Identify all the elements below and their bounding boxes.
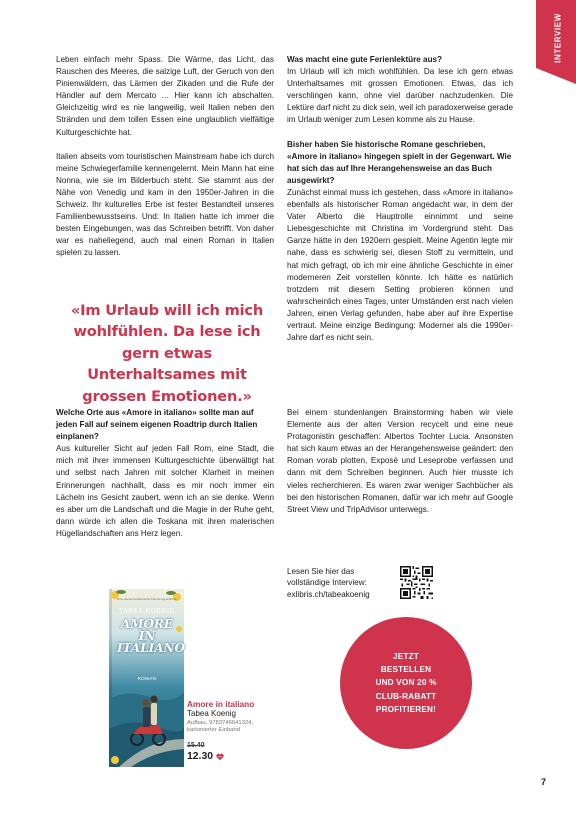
qr-code-icon[interactable] bbox=[400, 566, 433, 599]
club-price: 12.30 bbox=[187, 750, 214, 762]
left-column-bottom bbox=[56, 407, 274, 540]
book-author: Tabea Koenig bbox=[187, 709, 236, 718]
pull-quote: «Im Urlaub will ich mich wohlfühlen. Da lese ich gern etwas Unterhaltsames mit grossen Emotionen.» bbox=[70, 302, 264, 405]
interview-answer: Zunächst einmal muss ich gestehen, dass «Amore in italiano» ebenfalls als historischer Roman angedacht war, in dem der Vater Alberto die Hauptrolle einnimmt und seine Liebesgeschichte mit Christina im Vordergrund steht. Das Ganze hätte in den 1920ern gespielt. Meine Agentin legte mir nahe, dass es schwierig sei, diesen Stoff zu vermitteln, und hat mich gefragt, ob ich mir eine ähnliche Geschichte in einer moderneren Zeit vorstellen könnte. Ich hätte es natürlich trotzdem mit diesem Setting probieren können und wahrscheinlich eines Tages, unter Umständen erst nach vielen Jahren, einen Verlag gefunden, habe aber auf ihre Expertise vertraut. Meine einzige Bedingung: Moderner als die 1990er-Jahre darf es nicht sein. bbox=[287, 187, 513, 343]
book-cover-subtitle: Eine deutsch-italienische Familiengeschichte bbox=[117, 597, 177, 601]
interview-link[interactable]: exlibris.ch/tabeakoenig bbox=[287, 589, 370, 599]
club-discount-badge[interactable] bbox=[340, 617, 472, 749]
book-publisher-info bbox=[187, 720, 307, 735]
binding-line: kartonierter Einband bbox=[187, 727, 241, 734]
publisher-line: Aufbau, 9783746641324, bbox=[187, 720, 254, 726]
interview-question: Welche Orte aus «Amore in italiano» sollte man auf jeden Fall auf seinem eigenen Roadtrip durch Italien einplanen? bbox=[56, 408, 258, 442]
badge-line: JETZT bbox=[392, 652, 420, 661]
right-column-top bbox=[287, 54, 513, 344]
qr-caption-line: Lesen Sie hier das bbox=[287, 567, 355, 576]
badge-line: PROFITIEREN! bbox=[375, 704, 437, 714]
book-info bbox=[187, 699, 307, 763]
right-column-bottom bbox=[287, 407, 513, 516]
book-cover-title-line: AMORE IN bbox=[120, 617, 174, 643]
paragraph: Italien abseits vom touristischen Mainstream habe ich durch meine Schwiegerfamilie kennengelernt. Mein Mann hat eine Nonna, wie sie im Bilderbuch steht. Sie stammt aus der Nähe von Venedig und kam in den 1950er-Jahren in die Schweiz. Ihr kulturelles Erbe ist fester Bestandteil unseres Familienbewusstseins. Und: In Italien hatte ich immer die besten Eingebungen, was das Schreiben betrifft. Von daher war es naheliegend, auch mal einen Roman in Italien spielen zu lassen. bbox=[56, 151, 274, 258]
qr-caption bbox=[287, 566, 397, 600]
interview-question: Was macht eine gute Ferienlektüre aus? bbox=[287, 55, 443, 64]
badge-line: CLUB-RABATT bbox=[375, 691, 437, 701]
book-cover-author: TABEA KOENIG bbox=[118, 608, 176, 615]
qr-caption-line: vollständige Interview: bbox=[287, 578, 367, 588]
price-row bbox=[187, 751, 307, 763]
interview-answer: Im Urlaub will ich mich wohlfühlen. Da lese ich gern etwas Unterhaltsames mit grossen Emotionen. Etwas, das ich verschlingen kann, ohne viel darüber nachzudenken. Die Lektüre darf nicht zu dick sein, weil ich paradoxerweise gerade im Urlaub weniger zum Lesen komme als zu Hause. bbox=[287, 67, 513, 125]
paragraph: Bei einem stundenlangen Brainstorming haben wir viele Elemente aus der alten Version recycelt und eine neue Protagonistin geschaffen: Albertos Tochter Lucia. Ansonsten hat sich kaum etwas an der Herangehensweise geändert: den Roman vorab plotten, Exposé und Leseprobe verfassen und dann mit dem Schreiben beginnen. Auch hier musste ich vieles recherchieren. Es waren zwar weniger Sachbücher als bei den historischen Romanen, dafür war ich mehr auf Google Street View und TripAdvisor unterwegs. bbox=[287, 408, 513, 514]
paragraph: Leben einfach mehr Spass. Die Wärme, das Licht, das Rauschen des Meeres, die salzige Luft, der Geruch von den Pinienwäldern, das Lärmen der Zikaden und die Rufe der Händler auf dem Mercato … Hier kann ich abschalten. Gleichzeitig wird es nie langweilig, weil Italien neben den Stränden und dem tollen Essen eine unglaublich vielfältige Kulturgeschichte hat. bbox=[56, 55, 274, 137]
book-cover-title bbox=[117, 617, 185, 655]
old-price: 15.40 bbox=[187, 741, 205, 749]
section-tab-label: INTERVIEW bbox=[553, 13, 563, 63]
heart-icon bbox=[216, 753, 224, 761]
book-cover-title-line: ITALIANO bbox=[117, 641, 185, 655]
page-number: 7 bbox=[541, 777, 547, 787]
interview-answer: Aus kultureller Sicht auf jeden Fall Rom, eine Stadt, die mich mit ihrer immensen Kulturgeschichte überwältigt hat und selbst nach Jahren mit solcher Klarheit in meinen Erinnerungen nachhallt, dass es mir noch immer ein Lächeln ins Gesicht zaubert, wenn ich an sie denke. Wenn es aber um die Landschaft und die Magie in der Ruhe geht, dann würde ich allen die Toskana mit ihren malerischen Hügellandschaften ans Herz legen. bbox=[56, 444, 274, 538]
badge-line: UND VON 20 % bbox=[375, 678, 437, 688]
left-column-top bbox=[56, 54, 274, 260]
badge-line: BESTELLEN bbox=[380, 665, 432, 675]
book-cover-genre: ROMAN bbox=[137, 676, 157, 681]
interview-question: Bisher haben Sie historische Romane geschrieben, «Amore in italiano» hingegen spielt in der Gegenwart. Wie hat sich das auf Ihre Herangehensweise an das Buch ausgewirkt? bbox=[287, 139, 512, 185]
book-title[interactable]: Amore in italiano bbox=[187, 699, 255, 709]
